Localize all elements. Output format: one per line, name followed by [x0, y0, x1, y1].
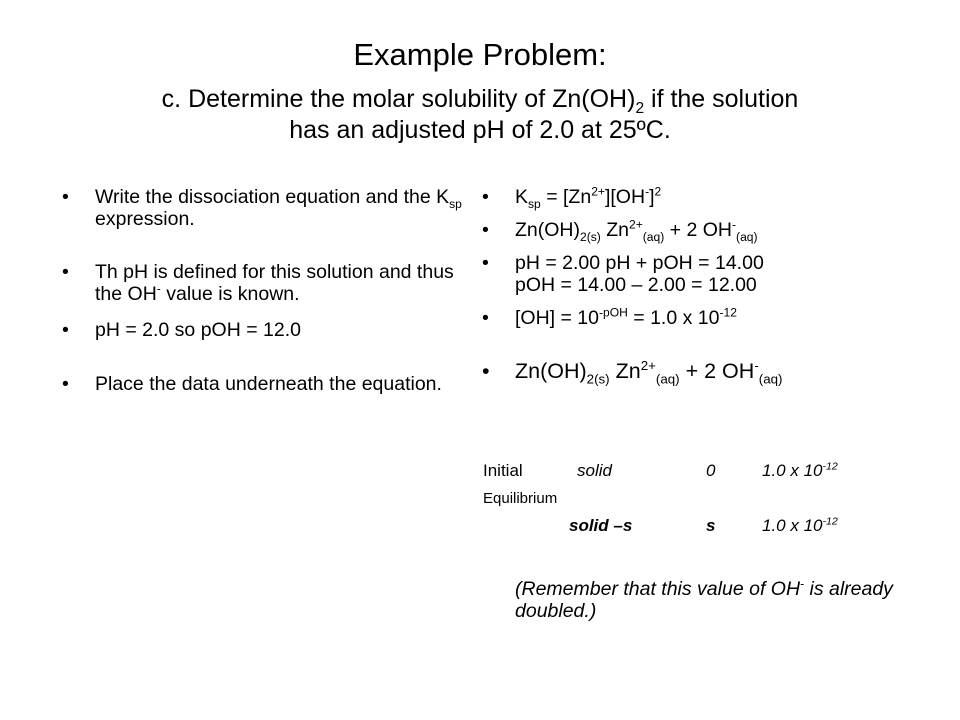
oh-charge: - [800, 576, 805, 591]
bullet-icon: • [62, 319, 69, 341]
aq-sub: (aq) [642, 229, 665, 244]
ksp-expression [482, 184, 952, 211]
bullet-icon: • [482, 186, 489, 208]
zn-oh: Zn(OH) [515, 359, 587, 383]
right-bullet-list [482, 184, 952, 387]
statement-subscript: 2 [635, 100, 645, 117]
oh-exponent: -pOH [599, 305, 628, 320]
ksp-subscript: sp [449, 196, 462, 211]
statement-line1-text: c. Determine the molar solubility of Zn(OH) [161, 85, 636, 113]
equilibrium-oh-value: 1.0 x 10 [762, 516, 823, 535]
solid-sub: 2(s) [586, 371, 610, 387]
oh-mid: = 1.0 x 10 [627, 307, 720, 329]
aq-sub: (aq) [758, 371, 783, 387]
initial-label: Initial [483, 461, 523, 480]
oh-concentration [482, 307, 952, 329]
ksp-eq: = [Zn [540, 186, 592, 208]
problem-statement [40, 84, 920, 147]
bullet-icon: • [62, 261, 69, 283]
bullet-icon: • [482, 307, 489, 329]
dissociation-equation [482, 217, 952, 244]
bullet-text: Place the data underneath the equation. [95, 373, 442, 395]
oh-pre: [OH] = 10 [515, 307, 599, 329]
zn-oh: Zn(OH) [515, 219, 580, 241]
list-item [62, 319, 462, 341]
zn-charge: 2+ [629, 217, 643, 232]
bullet-text: Write the dissociation equation and the K [95, 186, 450, 208]
bullet-text-end: expression. [95, 208, 195, 230]
zn-ion: Zn [615, 359, 641, 383]
reminder-note [515, 578, 935, 622]
ksp-sub: sp [528, 196, 541, 211]
statement-line1-end: if the solution [644, 85, 799, 113]
oh-ion: + 2 OH [664, 219, 733, 241]
ksp-mid: ][OH [604, 186, 646, 208]
list-item [62, 186, 462, 230]
oh-charge: - [645, 184, 650, 199]
zn-charge: 2+ [591, 184, 605, 199]
equilibrium-zn: s [706, 516, 716, 535]
equilibrium-oh [762, 516, 838, 536]
bullet-text: pH = 2.0 so pOH = 12.0 [95, 319, 301, 341]
left-bullet-list [62, 186, 462, 395]
list-item [62, 373, 462, 395]
oh-charge: - [754, 357, 759, 373]
reminder-text: (Remember that this value of OH [515, 578, 801, 600]
solid-sub: 2(s) [580, 229, 601, 244]
statement-line2: has an adjusted pH of 2.0 at 25ºC. [289, 116, 671, 145]
ph-line: pH = 2.00 pH + pOH = 14.00 [515, 252, 764, 274]
dissociation-equation-large [482, 357, 952, 387]
zn-ion: Zn [606, 219, 629, 241]
poh-line: pOH = 14.00 – 2.00 = 12.00 [515, 274, 757, 296]
aq-sub: (aq) [655, 371, 680, 387]
bullet-icon: • [62, 373, 69, 395]
slide-title: Example Problem: [353, 37, 607, 72]
aq-sub: (aq) [736, 229, 758, 244]
oh-ion: + 2 OH [679, 359, 755, 383]
oh-charge: - [732, 217, 737, 232]
bullet-icon: • [482, 219, 489, 241]
ksp-k: K [515, 186, 529, 208]
initial-oh-value: 1.0 x 10 [762, 461, 823, 480]
bullet-icon: • [482, 359, 490, 383]
initial-oh [762, 461, 838, 481]
ksp-square: 2 [654, 184, 662, 199]
initial-oh-exponent: -12 [822, 460, 838, 473]
ph-calculation [482, 252, 952, 296]
zn-charge: 2+ [640, 357, 656, 373]
oh-superscript: - [156, 281, 161, 296]
equilibrium-solid: solid –s [569, 516, 633, 535]
initial-solid: solid [577, 461, 612, 480]
bullet-icon: • [62, 186, 69, 208]
reminder-text-end: is already doubled.) [515, 578, 893, 622]
oh-exponent-value: -12 [719, 305, 737, 320]
bullet-icon: • [482, 252, 489, 274]
list-item [62, 261, 462, 305]
equilibrium-label: Equilibrium [483, 490, 558, 507]
equilibrium-oh-exponent: -12 [822, 515, 838, 528]
bullet-text-end: value is known. [160, 283, 300, 305]
initial-zn: 0 [706, 461, 716, 480]
bullet-text: Th pH is defined for this solution and thus the OH [95, 261, 454, 305]
ksp-end: ] [649, 186, 655, 208]
